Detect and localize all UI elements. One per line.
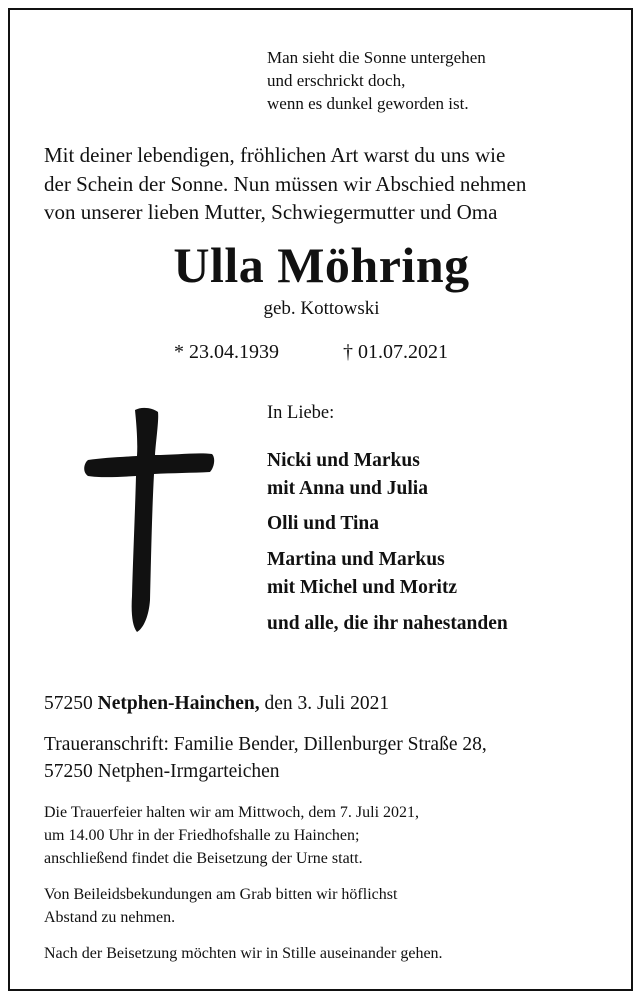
mourners-heading: In Liebe: (267, 403, 335, 423)
poem-line: wenn es dunkel geworden ist. (267, 94, 469, 113)
mourner-line: Olli und Tina (267, 513, 380, 534)
condolence-note (44, 883, 397, 929)
mourner-group (267, 510, 379, 538)
city: Netphen-Hainchen, (97, 693, 260, 714)
mourner-line: mit Anna und Julia (267, 478, 428, 499)
deceased-name: Ulla Möhring (173, 237, 470, 293)
birth-date: * 23.04.1939 (174, 341, 279, 363)
poem-line: Man sieht die Sonne untergehen (267, 48, 486, 67)
funeral-note (44, 801, 419, 870)
place-date (44, 693, 389, 715)
death-date: † 01.07.2021 (343, 341, 448, 363)
mourner-line: und alle, die ihr nahestanden (267, 613, 508, 634)
mourner-line: Nicki und Markus (267, 450, 420, 471)
note-line: anschließend findet die Beisetzung der Urne statt. (44, 850, 363, 867)
note-line: Nach der Beisetzung möchten wir in Stille auseinander gehen. (44, 945, 443, 962)
mourner-group (267, 610, 508, 638)
poem-line: und erschrickt doch, (267, 71, 406, 90)
mourning-address (44, 731, 487, 785)
intro-text (44, 141, 526, 227)
address-line: Traueranschrift: Familie Bender, Dillenburger Straße 28, (44, 734, 487, 755)
cross-icon (80, 400, 220, 640)
intro-line: Mit deiner lebendigen, fröhlichen Art warst du uns wie (44, 143, 506, 167)
zip-code: 57250 (44, 693, 93, 714)
mourner-group (267, 447, 428, 503)
mourner-line: Martina und Markus (267, 549, 445, 570)
poem (267, 46, 486, 115)
note-line: Abstand zu nehmen. (44, 909, 176, 926)
note-line: Von Beileidsbekundungen am Grab bitten wir höflichst (44, 886, 398, 903)
address-line: 57250 Netphen-Irmgarteichen (44, 761, 280, 782)
note-line: um 14.00 Uhr in der Friedhofshalle zu Hainchen; (44, 827, 360, 844)
mourner-group (267, 546, 457, 602)
note-line: Die Trauerfeier halten wir am Mittwoch, dem 7. Juli 2021, (44, 804, 420, 821)
intro-line: von unserer lieben Mutter, Schwiegermutter und Oma (44, 200, 498, 224)
date: den 3. Juli 2021 (264, 693, 390, 714)
intro-line: der Schein der Sonne. Nun müssen wir Abschied nehmen (44, 171, 527, 196)
mourner-line: mit Michel und Moritz (267, 577, 458, 598)
closing-note (44, 942, 443, 965)
maiden-name: geb. Kottowski (263, 298, 380, 319)
